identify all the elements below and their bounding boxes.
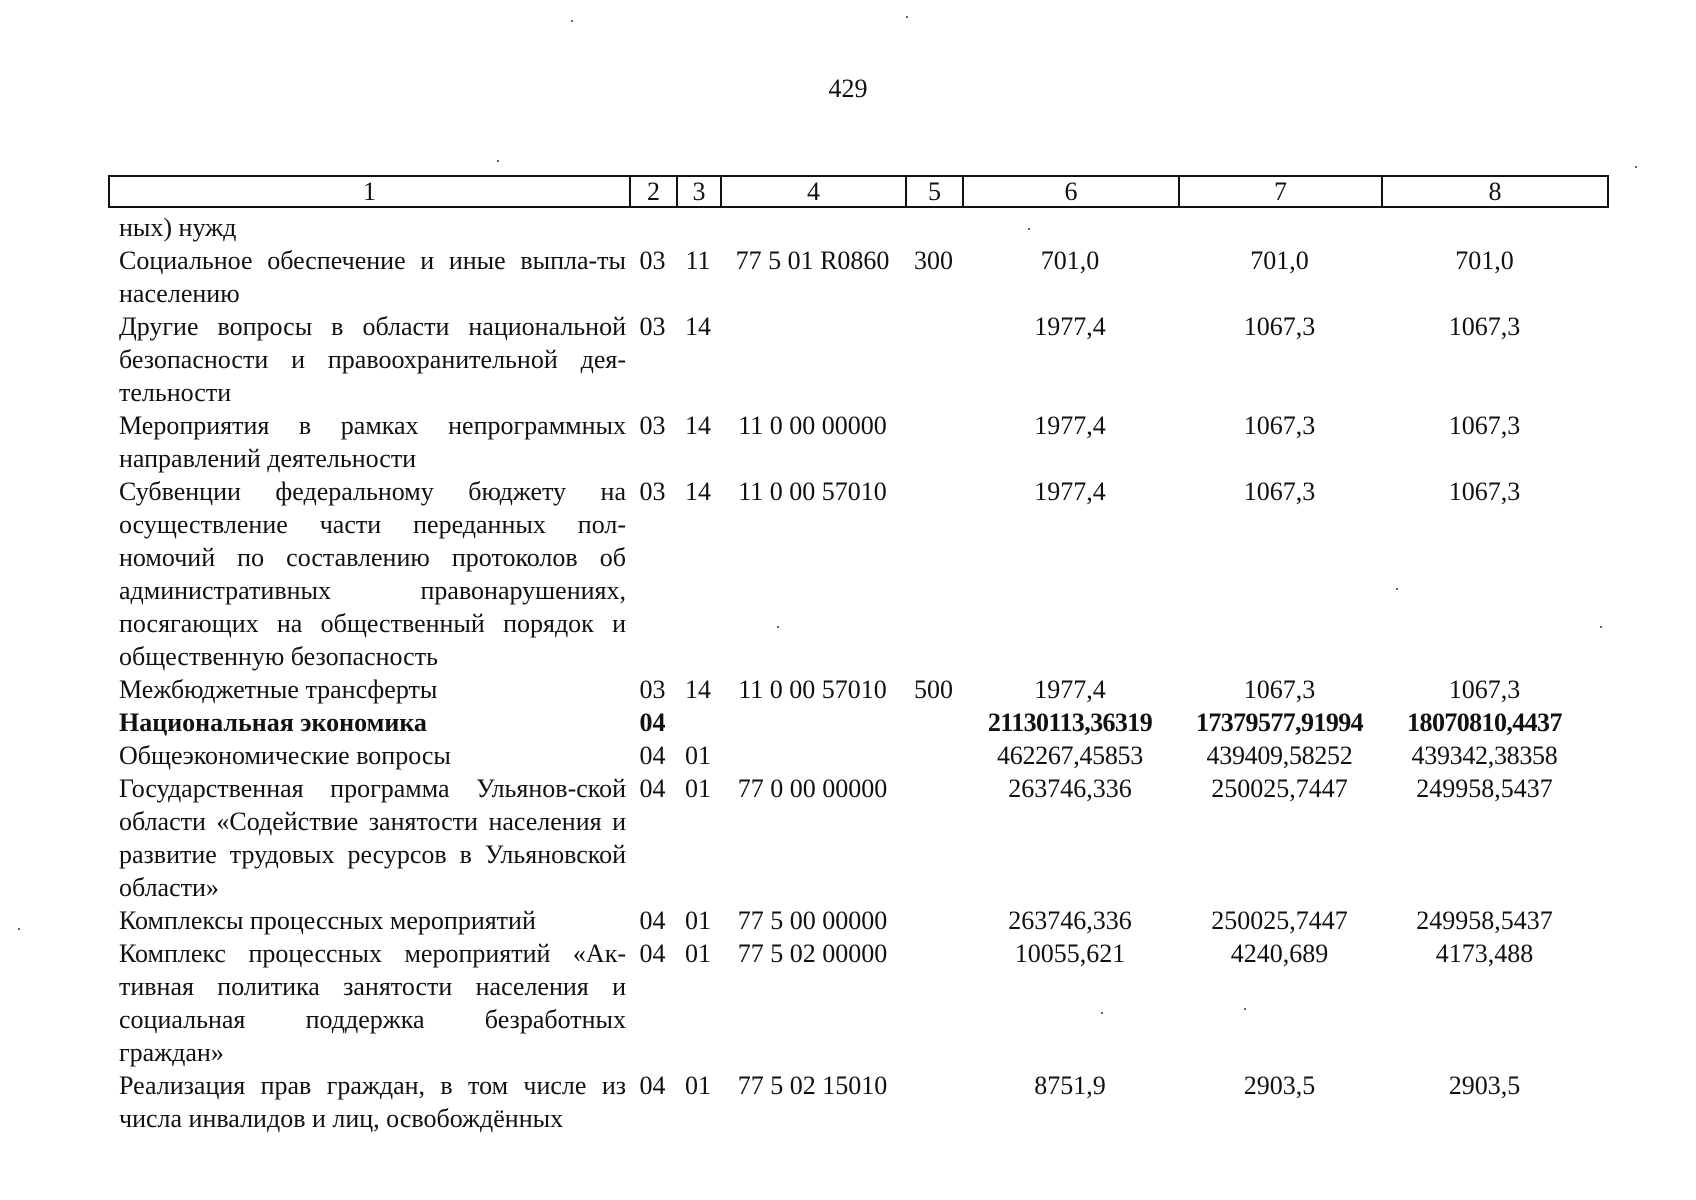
scan-speck [1244, 1008, 1246, 1010]
row-target-article: 11 0 00 57010 [738, 675, 887, 704]
row-section: 03 [639, 246, 666, 275]
row-amount-1: 8751,9 [1034, 1071, 1106, 1100]
row-amount-2: 1067,3 [1243, 411, 1316, 440]
row-name: Реализация прав граждан, в том числе из числа инвалидов и лиц, освобождённых [119, 1071, 626, 1133]
row-amount-3: 2903,5 [1448, 1071, 1521, 1100]
row-target-article [720, 706, 905, 739]
row-amount-3: 1067,3 [1448, 477, 1521, 506]
scan-speck [906, 16, 908, 18]
row-amount-1: 701,0 [1040, 246, 1100, 275]
row-amount-3: 249958,5437 [1416, 774, 1553, 803]
row-name: Социальное обеспечение и иные выпла-ты населению [119, 246, 626, 308]
table-row [108, 211, 1607, 244]
row-target-article: 77 5 01 R0860 [735, 246, 890, 275]
row-subsection: 11 [685, 246, 711, 275]
scan-speck [1600, 626, 1602, 628]
header-col-8: 8 [1382, 176, 1608, 207]
row-amount-1: 263746,336 [1008, 774, 1132, 803]
row-name: Мероприятия в рамках непрограммных направлений деятельности [119, 411, 626, 473]
scan-speck [1101, 1012, 1103, 1014]
row-expense-type [905, 706, 962, 739]
row-amount-2: 439409,58252 [1206, 741, 1353, 770]
row-subsection: 01 [685, 906, 711, 935]
row-amount-3: 18070810,4437 [1407, 708, 1562, 737]
table-body [108, 211, 1607, 1135]
row-section: 04 [639, 939, 666, 968]
row-expense-type [905, 475, 962, 673]
row-amount-1 [962, 211, 1178, 244]
row-amount-2: 1067,3 [1243, 477, 1316, 506]
row-section: 04 [639, 1071, 666, 1100]
scan-speck [497, 160, 499, 162]
row-subsection [676, 706, 720, 739]
header-col-2: 2 [630, 176, 677, 207]
row-subsection [676, 211, 720, 244]
row-amount-3: 439342,38358 [1411, 741, 1558, 770]
row-name: Субвенции федеральному бюджету на осуществление части переданных пол-номочий по составлению протоколов об административных правонарушениях, посягающих на общественный порядок и общественную безопасность [119, 477, 626, 671]
row-name: Комплекс процессных мероприятий «Ак-тивная политика занятости населения и социальная поддержка безработных граждан» [119, 939, 626, 1067]
row-section: 04 [639, 708, 666, 737]
table-row [108, 937, 1607, 1069]
row-target-article [720, 739, 905, 772]
row-amount-2: 250025,7447 [1211, 774, 1348, 803]
row-target-article: 77 5 02 00000 [737, 939, 888, 968]
table-row [108, 475, 1607, 673]
row-amount-2 [1178, 211, 1381, 244]
scan-speck [1396, 588, 1398, 590]
table-row [108, 310, 1607, 409]
row-name: Государственная программа Ульянов-ской области «Содействие занятости населения и развитие трудовых ресурсов в Ульяновской области» [119, 774, 626, 902]
row-expense-type [905, 772, 962, 904]
row-target-article: 11 0 00 00000 [738, 411, 887, 440]
row-expense-type [905, 310, 962, 409]
row-name: ных) нужд [119, 213, 237, 242]
row-name: Межбюджетные трансферты [119, 675, 438, 704]
row-expense-type [905, 1069, 962, 1135]
row-target-article: 77 5 02 15010 [737, 1071, 888, 1100]
header-col-4: 4 [721, 176, 906, 207]
row-section: 03 [639, 675, 666, 704]
row-amount-3: 701,0 [1455, 246, 1514, 275]
table-row [108, 904, 1607, 937]
row-amount-1: 1977,4 [1034, 411, 1106, 440]
row-section: 04 [639, 774, 666, 803]
row-subsection: 01 [685, 939, 711, 968]
row-subsection: 01 [685, 774, 711, 803]
row-expense-type [905, 409, 962, 475]
row-name: Общеэкономические вопросы [119, 741, 451, 770]
row-amount-2: 1067,3 [1243, 312, 1316, 341]
row-amount-2: 4240,689 [1230, 939, 1329, 968]
row-subsection: 14 [685, 675, 711, 704]
row-target-article [720, 211, 905, 244]
header-col-7: 7 [1179, 176, 1382, 207]
row-section [629, 211, 676, 244]
row-name: Другие вопросы в области национальной безопасности и правоохранительной дея-тельности [119, 312, 626, 407]
table-row [108, 244, 1607, 310]
row-subsection: 14 [685, 477, 711, 506]
row-subsection: 01 [685, 741, 711, 770]
page-number: 429 [828, 74, 868, 103]
row-amount-3: 4173,488 [1435, 939, 1534, 968]
header-col-3: 3 [677, 176, 721, 207]
row-amount-2: 250025,7447 [1211, 906, 1348, 935]
row-amount-2: 2903,5 [1243, 1071, 1316, 1100]
row-amount-1: 21130113,36319 [987, 708, 1153, 737]
table-row [108, 772, 1607, 904]
row-amount-2: 1067,3 [1243, 675, 1316, 704]
row-subsection: 14 [685, 411, 711, 440]
row-section: 03 [639, 312, 666, 341]
row-amount-1: 1977,4 [1034, 675, 1106, 704]
scan-speck [1028, 228, 1030, 230]
table-row [108, 409, 1607, 475]
row-expense-type: 300 [914, 246, 953, 275]
scan-speck [777, 626, 779, 628]
row-amount-1: 1977,4 [1034, 477, 1106, 506]
row-section: 03 [639, 411, 666, 440]
row-expense-type: 500 [914, 675, 953, 704]
scan-speck [18, 928, 20, 930]
scan-speck [571, 20, 573, 22]
row-subsection: 14 [685, 312, 711, 341]
row-amount-3: 249958,5437 [1416, 906, 1553, 935]
row-amount-1: 263746,336 [1008, 906, 1132, 935]
row-expense-type [905, 211, 962, 244]
row-section: 04 [639, 906, 666, 935]
row-name: Национальная экономика [119, 708, 427, 737]
scan-speck [1635, 166, 1637, 168]
row-section: 04 [639, 741, 666, 770]
row-subsection: 01 [685, 1071, 711, 1100]
row-amount-3 [1381, 211, 1588, 244]
header-col-6: 6 [963, 176, 1179, 207]
row-target-article [720, 310, 905, 409]
row-target-article: 11 0 00 57010 [738, 477, 887, 506]
row-section: 03 [639, 477, 666, 506]
row-amount-1: 1977,4 [1034, 312, 1106, 341]
row-amount-3: 1067,3 [1448, 312, 1521, 341]
row-name: Комплексы процессных мероприятий [119, 906, 536, 935]
header-col-5: 5 [906, 176, 963, 207]
row-amount-1: 10055,621 [1014, 939, 1126, 968]
row-amount-1: 462267,45853 [997, 741, 1143, 770]
row-amount-2: 17379577,91994 [1195, 708, 1364, 737]
header-col-1: 1 [109, 176, 630, 207]
row-amount-2: 701,0 [1250, 246, 1309, 275]
table-row [108, 739, 1607, 772]
row-target-article: 77 0 00 00000 [737, 774, 888, 803]
row-expense-type [905, 904, 962, 937]
row-target-article: 77 5 00 00000 [737, 906, 888, 935]
row-expense-type [905, 739, 962, 772]
table-row [108, 1069, 1607, 1135]
table-row-total [108, 706, 1607, 739]
row-expense-type [905, 937, 962, 1069]
table-header [108, 175, 1609, 208]
row-amount-3: 1067,3 [1448, 675, 1521, 704]
row-amount-3: 1067,3 [1448, 411, 1521, 440]
table-row [108, 673, 1607, 706]
